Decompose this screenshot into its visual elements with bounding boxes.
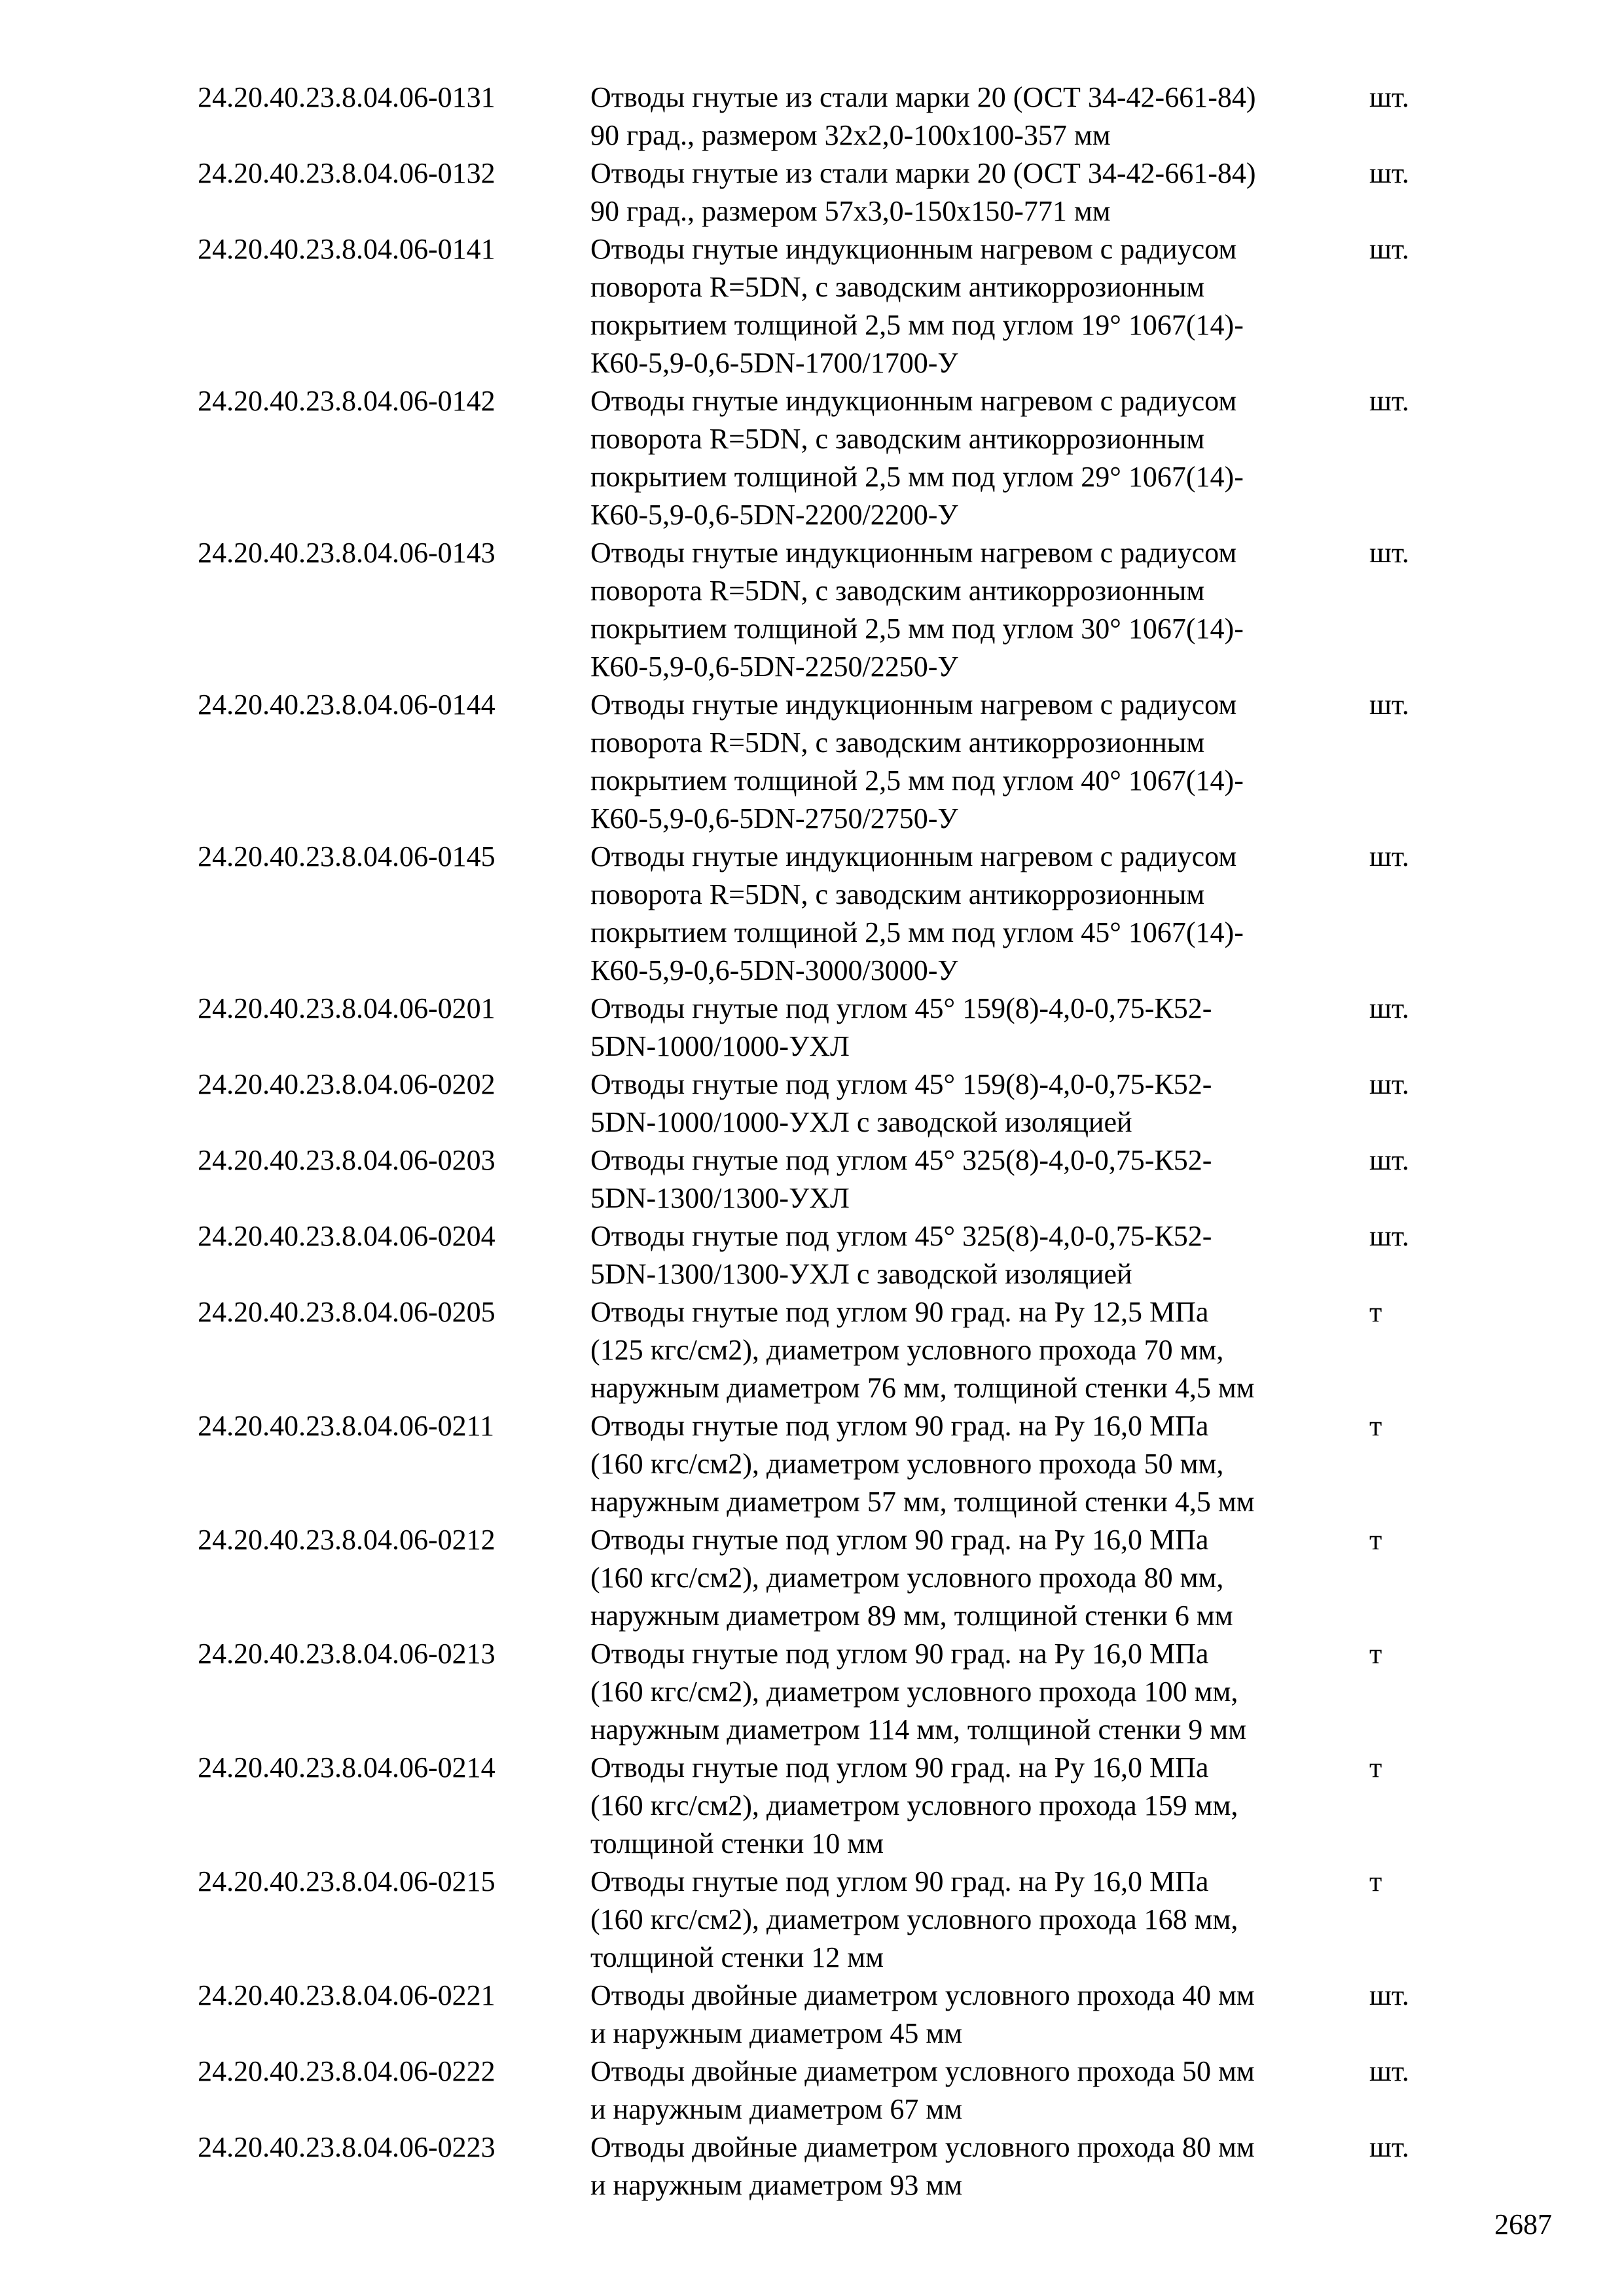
unit-of-measure: шт. (1369, 81, 1409, 113)
table-row (198, 1635, 1441, 1749)
description-line: 90 град., размером 32х2,0-100х100-357 мм (590, 119, 1111, 151)
description-line: поворота R=5DN, с заводским антикоррозионным (590, 878, 1205, 910)
table-row (198, 2053, 1441, 2128)
description-line: и наружным диаметром 45 мм (590, 2017, 963, 2049)
description-line: поворота R=5DN, с заводским антикоррозионным (590, 726, 1205, 759)
description-line: поворота R=5DN, с заводским антикоррозионным (590, 575, 1205, 607)
description-line: Отводы гнутые под углом 45° 325(8)-4,0-0,75-К52- (590, 1220, 1212, 1252)
description-line: наружным диаметром 76 мм, толщиной стенки 4,5 мм (590, 1372, 1255, 1404)
resource-code: 24.20.40.23.8.04.06-0201 (198, 992, 496, 1024)
resource-description (590, 1749, 1369, 1863)
description-line: и наружным диаметром 67 мм (590, 2093, 963, 2125)
resource-code: 24.20.40.23.8.04.06-0131 (198, 81, 496, 113)
description-line: (160 кгс/см2), диаметром условного прохода 100 мм, (590, 1676, 1238, 1708)
table-row (198, 838, 1441, 990)
description-line: 90 град., размером 57х3,0-150х150-771 мм (590, 195, 1111, 227)
description-line: Отводы гнутые под углом 90 град. на Ру 16,0 МПа (590, 1751, 1209, 1784)
description-line: (160 кгс/см2), диаметром условного прохода 50 мм, (590, 1448, 1224, 1480)
description-line: толщиной стенки 10 мм (590, 1827, 884, 1859)
resource-code: 24.20.40.23.8.04.06-0222 (198, 2055, 496, 2087)
description-line: Отводы гнутые под углом 45° 325(8)-4,0-0,75-К52- (590, 1144, 1212, 1176)
table-row (198, 1217, 1441, 1293)
description-line: Отводы гнутые под углом 45° 159(8)-4,0-0,75-К52- (590, 1068, 1212, 1100)
resource-code: 24.20.40.23.8.04.06-0142 (198, 385, 496, 417)
unit-of-measure: т (1369, 1751, 1382, 1784)
table-row (198, 1141, 1441, 1217)
description-line: наружным диаметром 89 мм, толщиной стенки 6 мм (590, 1600, 1233, 1632)
description-line: Отводы гнутые индукционным нагревом с радиусом (590, 689, 1237, 721)
table-row (198, 1407, 1441, 1521)
resource-description (590, 230, 1369, 382)
resource-description (590, 1217, 1369, 1293)
resource-table (198, 79, 1441, 2204)
table-row (198, 534, 1441, 686)
description-line: Отводы гнутые под углом 90 град. на Ру 16,0 МПа (590, 1410, 1209, 1442)
resource-code: 24.20.40.23.8.04.06-0141 (198, 233, 496, 265)
description-line: Отводы двойные диаметром условного прохода 80 мм (590, 2131, 1255, 2163)
description-line: покрытием толщиной 2,5 мм под углом 19° 1067(14)- (590, 309, 1244, 341)
description-line: Отводы гнутые под углом 45° 159(8)-4,0-0,75-К52- (590, 992, 1212, 1024)
description-line: покрытием толщиной 2,5 мм под углом 45° 1067(14)- (590, 916, 1244, 948)
unit-of-measure: шт. (1369, 1144, 1409, 1176)
resource-description (590, 1066, 1369, 1141)
table-row (198, 79, 1441, 154)
unit-of-measure: шт. (1369, 233, 1409, 265)
description-line: К60-5,9-0,6-5DN-2750/2750-У (590, 802, 958, 834)
resource-description (590, 1521, 1369, 1635)
description-line: (160 кгс/см2), диаметром условного прохода 80 мм, (590, 1562, 1224, 1594)
description-line: 5DN-1000/1000-УХЛ (590, 1030, 850, 1062)
resource-description (590, 534, 1369, 686)
table-row (198, 154, 1441, 230)
unit-of-measure: шт. (1369, 2131, 1409, 2163)
unit-of-measure: шт. (1369, 1068, 1409, 1100)
resource-description (590, 1141, 1369, 1217)
unit-of-measure: т (1369, 1638, 1382, 1670)
resource-description (590, 1635, 1369, 1749)
description-line: Отводы гнутые из стали марки 20 (ОСТ 34-42-661-84) (590, 81, 1256, 113)
description-line: Отводы гнутые под углом 90 град. на Ру 16,0 МПа (590, 1524, 1209, 1556)
unit-of-measure: шт. (1369, 992, 1409, 1024)
resource-description (590, 1407, 1369, 1521)
description-line: 5DN-1300/1300-УХЛ (590, 1182, 850, 1214)
description-line: 5DN-1300/1300-УХЛ с заводской изоляцией (590, 1258, 1132, 1290)
description-line: Отводы гнутые из стали марки 20 (ОСТ 34-42-661-84) (590, 157, 1256, 189)
resource-description (590, 1863, 1369, 1977)
table-row (198, 1066, 1441, 1141)
table-row (198, 1749, 1441, 1863)
description-line: покрытием толщиной 2,5 мм под углом 30° 1067(14)- (590, 613, 1244, 645)
resource-description (590, 2053, 1369, 2128)
resource-code: 24.20.40.23.8.04.06-0215 (198, 1865, 496, 1897)
table-row (198, 1293, 1441, 1407)
description-line: К60-5,9-0,6-5DN-1700/1700-У (590, 347, 958, 379)
unit-of-measure: т (1369, 1865, 1382, 1897)
resource-code: 24.20.40.23.8.04.06-0221 (198, 1979, 496, 2011)
unit-of-measure: т (1369, 1524, 1382, 1556)
page-number: 2687 (1494, 2208, 1552, 2240)
resource-code: 24.20.40.23.8.04.06-0144 (198, 689, 496, 721)
description-line: наружным диаметром 57 мм, толщиной стенки 4,5 мм (590, 1486, 1255, 1518)
description-line: покрытием толщиной 2,5 мм под углом 40° 1067(14)- (590, 764, 1244, 797)
description-line: Отводы гнутые индукционным нагревом с радиусом (590, 233, 1237, 265)
unit-of-measure: шт. (1369, 537, 1409, 569)
description-line: Отводы двойные диаметром условного прохода 40 мм (590, 1979, 1255, 2011)
unit-of-measure: т (1369, 1410, 1382, 1442)
unit-of-measure: шт. (1369, 689, 1409, 721)
table-row (198, 1521, 1441, 1635)
description-line: и наружным диаметром 93 мм (590, 2169, 963, 2201)
table-row (198, 1863, 1441, 1977)
description-line: толщиной стенки 12 мм (590, 1941, 884, 1973)
resource-description (590, 1977, 1369, 2053)
description-line: (125 кгс/см2), диаметром условного прохода 70 мм, (590, 1334, 1224, 1366)
description-line: Отводы гнутые под углом 90 град. на Ру 16,0 МПа (590, 1638, 1209, 1670)
resource-code: 24.20.40.23.8.04.06-0213 (198, 1638, 496, 1670)
description-line: поворота R=5DN, с заводским антикоррозионным (590, 271, 1205, 303)
resource-code: 24.20.40.23.8.04.06-0143 (198, 537, 496, 569)
resource-description (590, 686, 1369, 838)
resource-description (590, 990, 1369, 1066)
table-row (198, 2128, 1441, 2204)
resource-description (590, 154, 1369, 230)
description-line: наружным диаметром 114 мм, толщиной стенки 9 мм (590, 1713, 1246, 1746)
unit-of-measure: шт. (1369, 840, 1409, 872)
unit-of-measure: т (1369, 1296, 1382, 1328)
table-row (198, 1977, 1441, 2053)
description-line: покрытием толщиной 2,5 мм под углом 29° 1067(14)- (590, 461, 1244, 493)
description-line: Отводы гнутые под углом 90 град. на Ру 12,5 МПа (590, 1296, 1209, 1328)
resource-description (590, 838, 1369, 990)
description-line: Отводы гнутые индукционным нагревом с радиусом (590, 385, 1237, 417)
resource-code: 24.20.40.23.8.04.06-0214 (198, 1751, 496, 1784)
resource-code: 24.20.40.23.8.04.06-0223 (198, 2131, 496, 2163)
description-line: Отводы гнутые под углом 90 град. на Ру 16,0 МПа (590, 1865, 1209, 1897)
description-line: Отводы гнутые индукционным нагревом с радиусом (590, 537, 1237, 569)
description-line: К60-5,9-0,6-5DN-2200/2200-У (590, 499, 958, 531)
table-row (198, 230, 1441, 382)
resource-code: 24.20.40.23.8.04.06-0145 (198, 840, 496, 872)
description-line: 5DN-1000/1000-УХЛ с заводской изоляцией (590, 1106, 1132, 1138)
description-line: К60-5,9-0,6-5DN-3000/3000-У (590, 954, 958, 986)
unit-of-measure: шт. (1369, 2055, 1409, 2087)
description-line: К60-5,9-0,6-5DN-2250/2250-У (590, 651, 958, 683)
resource-description (590, 79, 1369, 154)
unit-of-measure: шт. (1369, 385, 1409, 417)
description-line: (160 кгс/см2), диаметром условного прохода 168 мм, (590, 1903, 1238, 1935)
resource-code: 24.20.40.23.8.04.06-0204 (198, 1220, 496, 1252)
description-line: (160 кгс/см2), диаметром условного прохода 159 мм, (590, 1789, 1238, 1821)
unit-of-measure: шт. (1369, 157, 1409, 189)
description-line: Отводы гнутые индукционным нагревом с радиусом (590, 840, 1237, 872)
unit-of-measure: шт. (1369, 1220, 1409, 1252)
resource-code: 24.20.40.23.8.04.06-0132 (198, 157, 496, 189)
table-row (198, 686, 1441, 838)
description-line: Отводы двойные диаметром условного прохода 50 мм (590, 2055, 1255, 2087)
resource-code: 24.20.40.23.8.04.06-0211 (198, 1410, 495, 1442)
resource-code: 24.20.40.23.8.04.06-0212 (198, 1524, 496, 1556)
resource-code: 24.20.40.23.8.04.06-0205 (198, 1296, 496, 1328)
table-row (198, 382, 1441, 534)
resource-description (590, 382, 1369, 534)
resource-code: 24.20.40.23.8.04.06-0202 (198, 1068, 496, 1100)
description-line: поворота R=5DN, с заводским антикоррозионным (590, 423, 1205, 455)
resource-description (590, 1293, 1369, 1407)
unit-of-measure: шт. (1369, 1979, 1409, 2011)
table-row (198, 990, 1441, 1066)
resource-code: 24.20.40.23.8.04.06-0203 (198, 1144, 496, 1176)
resource-description (590, 2128, 1369, 2204)
